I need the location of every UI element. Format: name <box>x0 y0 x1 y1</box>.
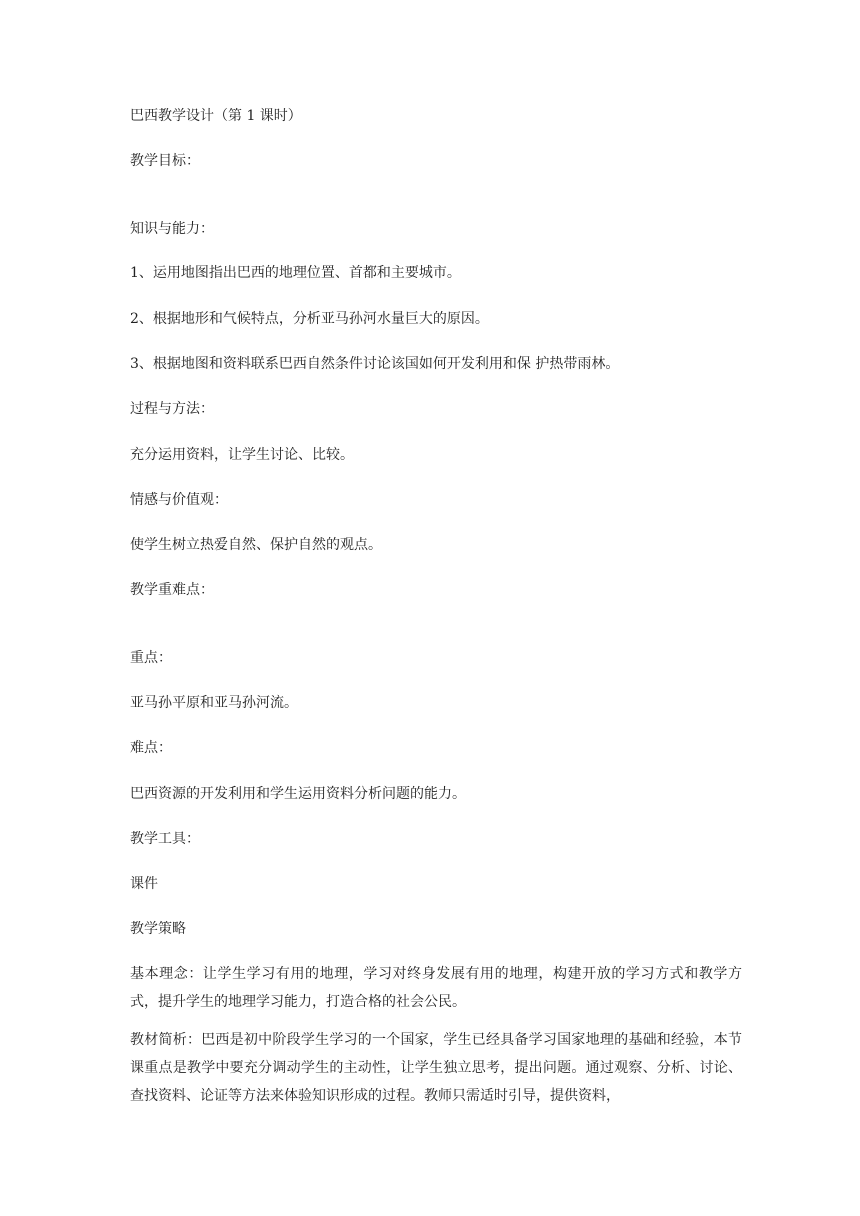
process-heading: 过程与方法： <box>130 401 214 417</box>
key-heading: 重点： <box>130 650 172 666</box>
basic-idea-paragraph: 基本理念：让学生学习有用的地理，学习对终身发展有用的地理，构建开放的学习方式和教学方式，提升学生的地理学习能力，打造合格的社会公民。 <box>130 966 742 1010</box>
key-text: 亚马孙平原和亚马孙河流。 <box>130 695 298 711</box>
material-analysis-paragraph: 教材简析：巴西是初中阶段学生学习的一个国家，学生已经具备学习国家地理的基础和经验，本节课重点是教学中要充分调动学生的主动性，让学生独立思考，提出问题。通过观察、分析、讨论、查找资料、论证等方法来体验知识形成的过程。教师只需适时引导，提供资料， <box>130 1032 742 1104</box>
emotion-text: 使学生树立热爱自然、保护自然的观点。 <box>130 537 382 553</box>
knowledge-item: 3、根据地图和资料联系巴西自然条件讨论该国如何开发利用和保 护热带雨林。 <box>130 356 620 372</box>
document-title: 巴西教学设计（第 1 课时） <box>130 108 302 124</box>
emotion-heading: 情感与价值观： <box>130 492 228 508</box>
objectives-heading: 教学目标： <box>130 153 200 169</box>
process-text: 充分运用资料，让学生讨论、比较。 <box>130 447 354 463</box>
strategy-heading: 教学策略 <box>130 921 186 937</box>
knowledge-item: 1、运用地图指出巴西的地理位置、首都和主要城市。 <box>130 265 461 281</box>
tools-heading: 教学工具： <box>130 831 200 847</box>
knowledge-item: 2、根据地形和气候特点，分析亚马孙河水量巨大的原因。 <box>130 311 489 327</box>
key-difficult-heading: 教学重难点： <box>130 582 214 598</box>
difficult-text: 巴西资源的开发利用和学生运用资料分析问题的能力。 <box>130 786 466 802</box>
knowledge-heading: 知识与能力： <box>130 221 214 237</box>
difficult-heading: 难点： <box>130 740 172 756</box>
tools-text: 课件 <box>130 876 158 892</box>
